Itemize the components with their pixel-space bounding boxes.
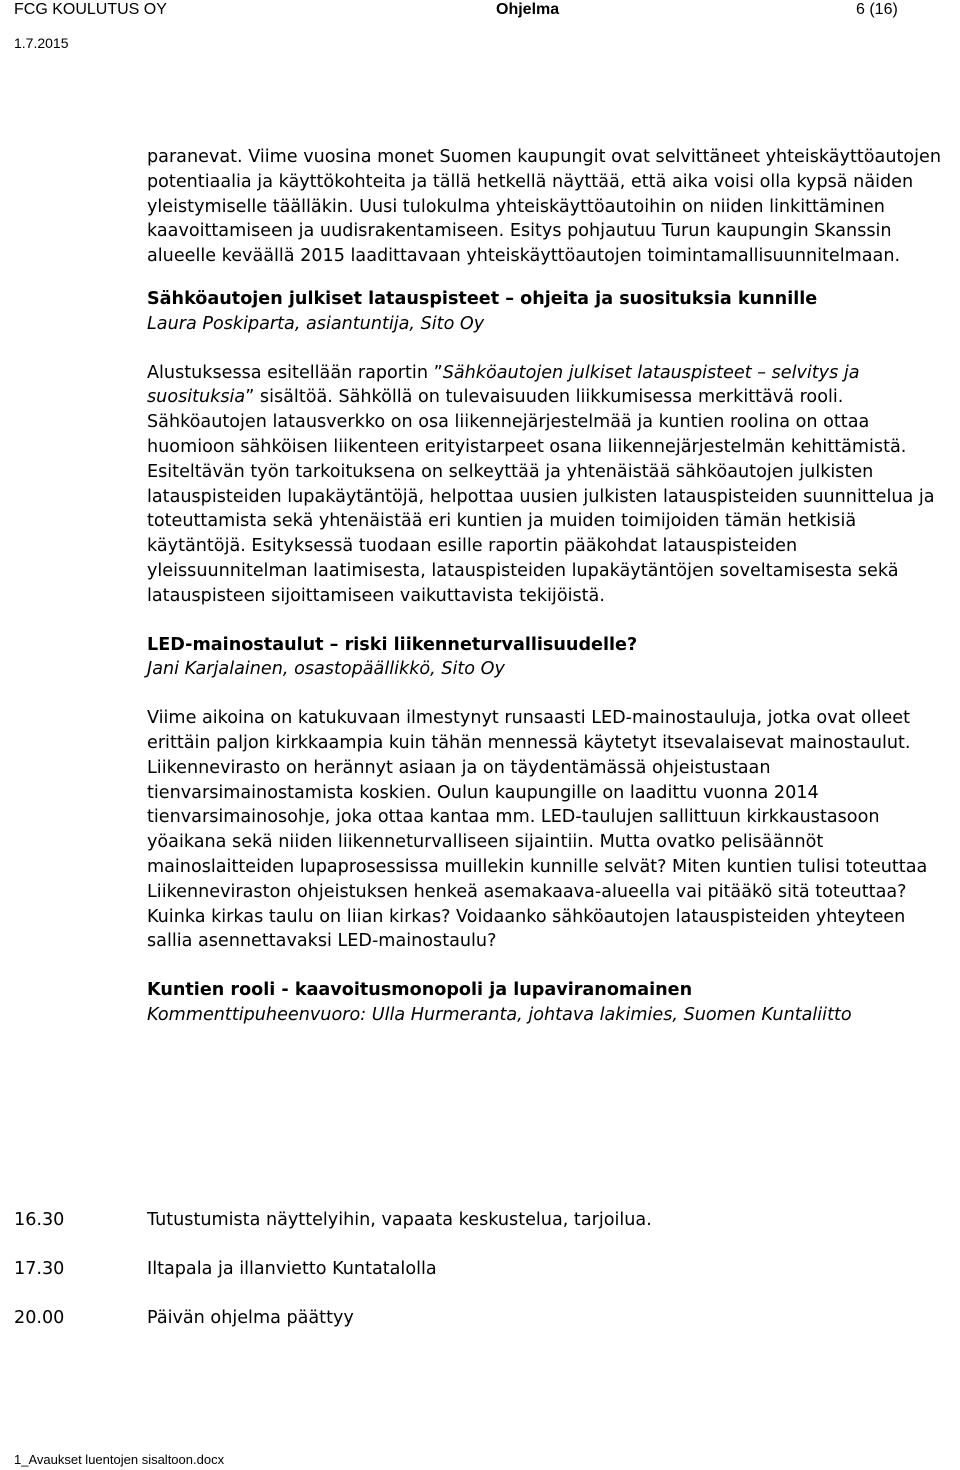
document-date: 1.7.2015 [14,35,69,51]
organization-name: FCG KOULUTUS OY [14,1,167,18]
intro-paragraph: paranevat. Viime vuosina monet Suomen kaupungit ovat selvittäneet yhteiskäyttöautojen potentiaalia ja käyttökohteita ja tällä hetkellä näyttää, että aika voisi olla kypsä näiden yleistymiselle täälläkin. Uusi tulokulma yhteiskäyttöautoihin on niiden linkittäminen kaavoittamiseen ja uudisrakentamiseen. Esitys pohjautuu Turun kaupungin Skanssin alueelle keväällä 2015 laadittavaan yhteiskäyttöautojen toimintamallisuunnitelmaan. [147,147,942,267]
footer-filename: 1_Avaukset luentojen sisaltoon.docx [14,1452,225,1467]
schedule-description: Päivän ohjelma päättyy [147,1308,354,1328]
session-block [147,978,947,1028]
session-description [147,361,947,609]
report-title: Sähköautojen julkiset latauspisteet – selvitys ja suosituksia [147,362,860,408]
session-description: Viime aikoina on katukuvaan ilmestynyt runsaasti LED-mainostauluja, jotka ovat olleet erittäin paljon kirkkaampia kuin tähän mennessä käytetyt itsevalaisevat mainostaulut. Liikennevirasto on herännyt asiaan ja on täydentämässä ohjeistustaan [147,708,911,778]
description-text: Alustuksessa esitellään raportin ” [147,362,443,383]
session-title: Sähköautojen julkiset latauspisteet – ohjeita ja suosituksia kunnille [147,288,818,309]
schedule-time: 20.00 [14,1308,65,1328]
page-number: 6 (16) [856,1,898,18]
schedule-time: 16.30 [14,1210,65,1230]
session-speaker: Laura Poskiparta, asiantuntija, Sito Oy [147,313,485,334]
session-block [147,633,947,955]
schedule-description: Iltapala ja illanvietto Kuntatalolla [147,1259,437,1279]
description-text: ” sisältöä. Sähköllä on tulevaisuuden liikkumisessa merkittävä rooli. Sähköautojen latausverkko on osa liikennejärjestelmää ja kuntien roolina on ottaa huomioon sähköisen liikenteen erityistarpeet osana liikennejärjestelmän kehittämistä. Esiteltävän työn tarkoituksena on selkeyttää ja yhtenäistää sähköautojen julkisten latauspisteiden lupakäytäntöjä, helpottaa uusien julkisten latauspisteiden suunnittelua ja toteuttamista sekä yhtenäistää eri kuntien ja muiden toimijoiden tämän hetkisiä käytäntöjä. Esityksessä tuodaan esille raportin pääkohdat latauspisteiden yleissuunnitelman laatimisesta, latauspisteiden lupakäytäntöjen soveltamisesta sekä latauspisteen sijoittamiseen vaikuttavista tekijöistä. [147,387,935,606]
session-speaker: Kommenttipuheenvuoro: Ulla Hurmeranta, johtava lakimies, Suomen Kuntaliitto [147,1004,852,1025]
session-title: Kuntien rooli - kaavoitusmonopoli ja lupaviranomainen [147,980,693,1001]
document-title: Ohjelma [496,1,560,18]
session-description-continued: tienvarsimainostamista koskien. Oulun kaupungille on laadittu vuonna 2014 tienvarsimainosohje, joka ottaa kantaa mm. LED-taulujen sallittuun kirkkaustasoon yöaikana sekä niiden liikenneturvalliseen sijaintiin. Mutta ovatko pelisäännöt mainoslaitteiden lupaprosessissa muillekin kunnille selvät? Miten kuntien tulisi toteuttaa Liikenneviraston ohjeistuksen henkeä asemakaava-alueella vai pitääkö sitä toteuttaa? Kuinka kirkas taulu on liian kirkas? Voidaanko sähköautojen latauspisteiden yhteyteen sallia asennettavaksi LED-mainostaulu? [147,782,928,952]
schedule-time: 17.30 [14,1259,65,1279]
schedule-description: Tutustumista näyttelyihin, vapaata keskustelua, tarjoilua. [147,1210,652,1230]
session-speaker: Jani Karjalainen, osastopäällikkö, Sito Oy [147,659,505,680]
session-title: LED-mainostaulut – riski liikenneturvallisuudelle? [147,634,638,655]
session-block [147,287,947,609]
document-body [147,145,947,1028]
